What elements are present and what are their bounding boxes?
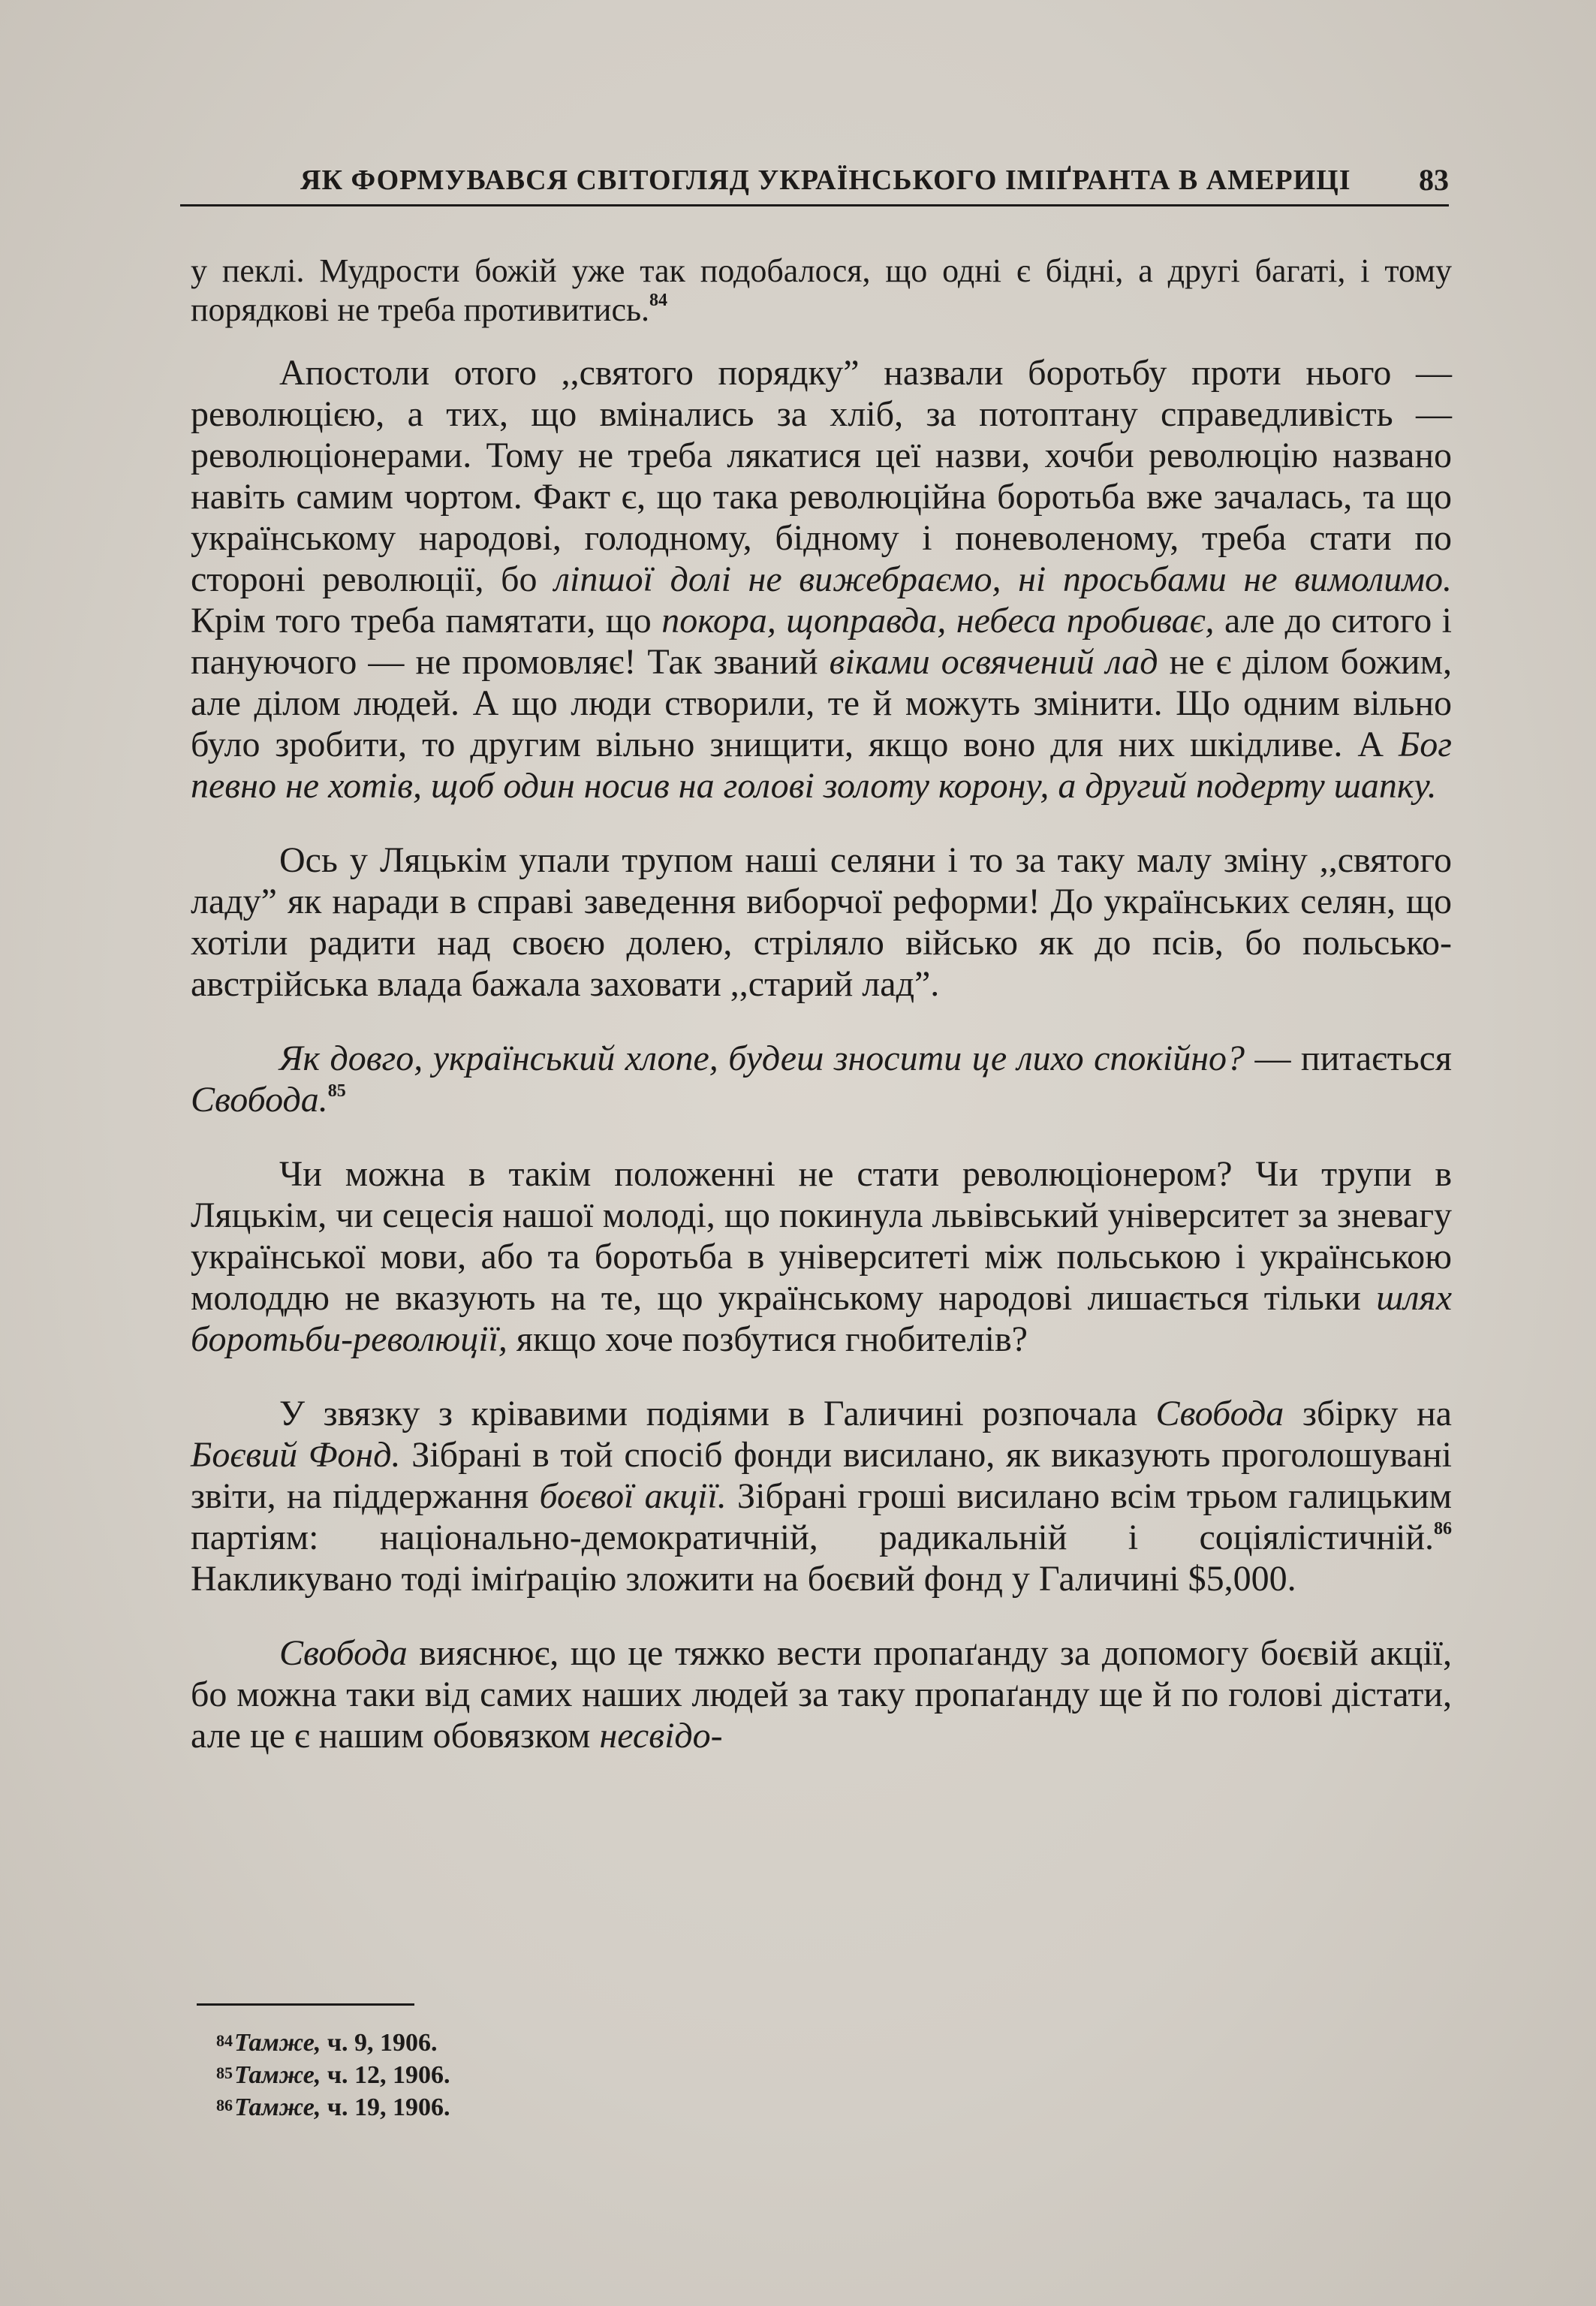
footnote-ref-86: 86: [1434, 1519, 1452, 1539]
footnote-84: [216, 2026, 450, 2058]
italic-run: ліпшої долі не вижебраємо, ні просьбами не вимолимо.: [554, 559, 1452, 599]
footnote-85: [216, 2058, 450, 2090]
footnote-number: 85: [216, 2063, 233, 2082]
italic-run: Бог певно не хотів, щоб один носив на голові золоту корону, а другий подерту шапку.: [191, 725, 1452, 806]
page-number: 83: [1419, 163, 1449, 197]
paragraph-3: [191, 840, 1452, 1005]
footnote-source: Тамже,: [234, 2029, 321, 2057]
italic-run: покора, щоправда, небеса пробиває,: [661, 601, 1215, 641]
italic-run: Свобода: [1155, 1394, 1284, 1433]
footnote-divider: [197, 2003, 414, 2006]
text-run: вияснює, що це тяжко вести пропаґанду за допомогу боєвій акції, бо можна таки від самих наших людей за таку пропаґанду ще й по голові дістати, але це є нашим обовязком: [191, 1633, 1452, 1756]
footnote-detail: ч. 19, 1906.: [321, 2093, 450, 2121]
running-title: ЯК ФОРМУВАВСЯ СВІТОГЛЯД УКРАЇНСЬКОГО ІМІҐРАНТА В АМЕРИЦІ: [300, 164, 1351, 196]
paragraph-4: [191, 1038, 1452, 1120]
footnote-source: Тамже,: [234, 2093, 321, 2121]
text-run: Чи можна в такім положенні не стати революціонером? Чи трупи в Ляцькім, чи сецесія нашої молоді, що покинула львівський університет за зневагу української мови, або та боротьба в університеті між польською і українською молоддю не вказують на те, що українському народові лишається тільки: [191, 1154, 1452, 1318]
text-run: Крім того треба памятати, що: [191, 601, 662, 641]
footnotes: [216, 2026, 450, 2123]
text-run: у пеклі. Мудрости божій уже так подобалося, що одні є бідні, а другі багаті, і тому порядкові не треба противитись.: [191, 252, 1452, 328]
footnote-detail: ч. 12, 1906.: [321, 2061, 450, 2089]
italic-run: шлях боротьби-революції,: [191, 1278, 1452, 1359]
text-run: але до ситого і пануючого — не промовляє! Так званий: [191, 601, 1453, 682]
paragraph-1: [191, 252, 1452, 330]
text-run: не є ділом божим, але ділом людей. А що люди створили, те й можуть змінити. Що одним вільно було зробити, то другим вільно знищити, якщо воно для них шкідливе. А: [191, 642, 1452, 764]
text-run: якщо хоче позбутися гнобителів?: [507, 1319, 1028, 1359]
footnote-ref-84: 84: [649, 291, 668, 310]
footnote-number: 86: [216, 2096, 233, 2115]
text-run: Зібрані гроші висилано всім трьом галицьким партіям: національно-демократичній, радикальній і соціялістичній.: [191, 1476, 1453, 1557]
paragraph-2: [191, 352, 1452, 806]
footnote-source: Тамже,: [234, 2061, 321, 2089]
italic-run: несвідо-: [599, 1716, 723, 1756]
text-run: Зібрані в той спосіб фонди висилано, як виказують проголошувані звіти, на піддержання: [191, 1435, 1453, 1516]
text-run: — питається: [1245, 1038, 1453, 1078]
text-run: збірку на: [1284, 1394, 1452, 1433]
footnote-ref-85: 85: [327, 1081, 346, 1101]
text-run: Апостоли отого ,,святого порядку” назвали боротьбу проти нього — революцією, а тих, що вмінались за хліб, за потоптану справедливість — революціонерами. Тому не треба лякатися цеї назви, хочби революцію названо навіть самим чортом. Факт є, що така революційна боротьба вже зачалась, та що українському народові, голодному, бідному і поневоленому, треба стати по стороні революції, бо: [191, 353, 1452, 599]
footnote-number: 84: [216, 2031, 233, 2050]
paragraph-6: [191, 1393, 1452, 1599]
footnote-detail: ч. 9, 1906.: [321, 2029, 438, 2057]
paragraph-5: [191, 1153, 1452, 1360]
italic-run: боєвої акції.: [539, 1476, 727, 1516]
text-run: Накликувано тоді іміґрацію зложити на боєвий фонд у Галичині $5,000.: [191, 1559, 1296, 1599]
main-text: [191, 252, 1452, 1756]
page-header: [180, 150, 1449, 206]
text-run: У звязку з крівавими подіями в Галичині розпочала: [279, 1394, 1156, 1433]
italic-run: Як довго, український хлопе, будеш зносити це лихо спокійно?: [279, 1038, 1245, 1078]
italic-run: Свобода: [279, 1633, 408, 1673]
italic-run: Боєвий Фонд.: [191, 1435, 401, 1475]
italic-run: Свобода.: [191, 1080, 328, 1120]
paragraph-7: [191, 1632, 1452, 1756]
text-run: Ось у Ляцькім упали трупом наші селяни і то за таку малу зміну ,,святого ладу” як наради в справі заведення виборчої реформи! До українських селян, що хотіли радити над своєю долею, стріляло військо як до псів, бо польсько-австрійська влада бажала заховати ,,старий лад”.: [191, 840, 1452, 1004]
italic-run: віками освячений лад: [829, 642, 1158, 682]
footnote-86: [216, 2090, 450, 2123]
